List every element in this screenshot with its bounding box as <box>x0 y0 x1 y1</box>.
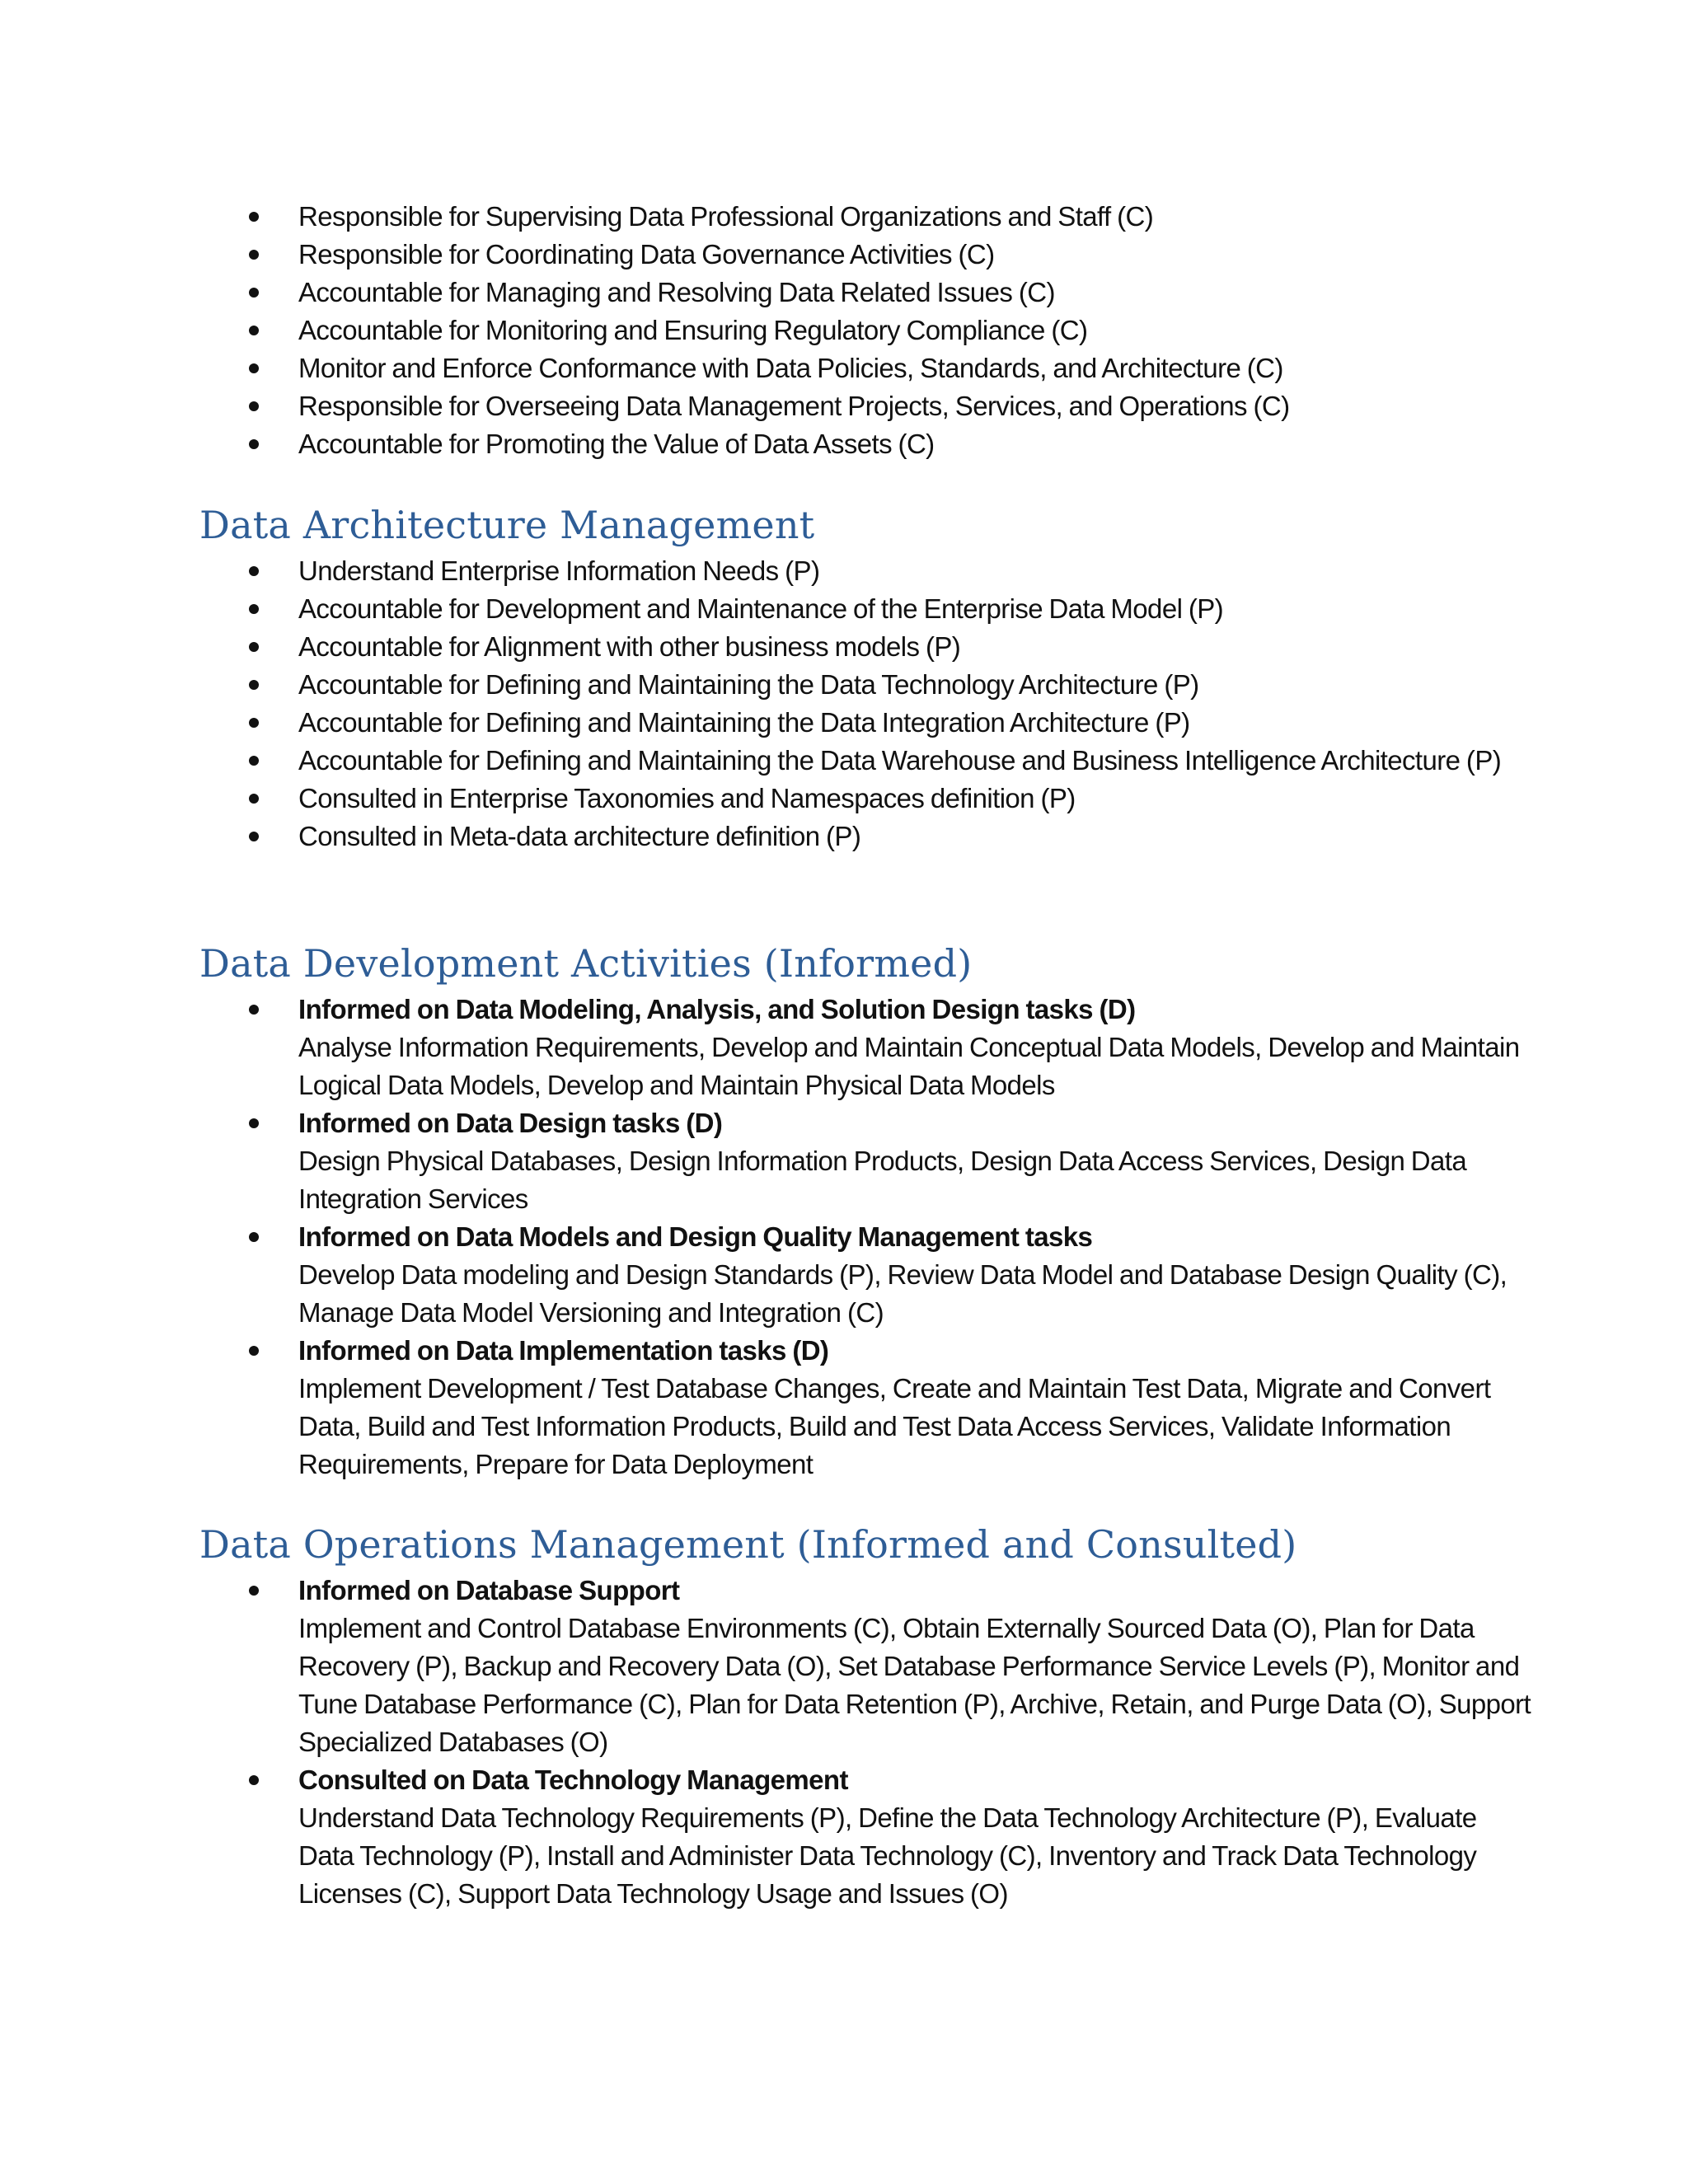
list-item <box>199 1218 1535 1332</box>
section-heading: Data Architecture Management <box>199 503 815 547</box>
list-item <box>199 991 1535 1104</box>
item-description: Implement and Control Database Environments (C), Obtain Externally Sourced Data (O), Plan for Data Recovery (P), Backup and Recovery Data (O), Set Database Performance Service Levels (P), Monitor and Tune Database Performance (C), Plan for Data Retention (P), Archive, Retain, and Purge Data (O), Support Specialized Databases (O) <box>298 1613 1531 1757</box>
list-item: Accountable for Promoting the Value of Data Assets (C) <box>199 425 1535 463</box>
intro-bullet-list <box>199 198 1535 463</box>
item-title: Informed on Data Modeling, Analysis, and Solution Design tasks (D) <box>298 994 1136 1024</box>
list-item: Accountable for Managing and Resolving Data Related Issues (C) <box>199 274 1535 312</box>
item-title: Consulted on Data Technology Management <box>298 1765 848 1795</box>
list-item: Accountable for Monitoring and Ensuring Regulatory Compliance (C) <box>199 312 1535 349</box>
list-item: Consulted in Meta-data architecture definition (P) <box>199 818 1535 855</box>
item-description: Develop Data modeling and Design Standards (P), Review Data Model and Database Design Quality (C), Manage Data Model Versioning and Integration (C) <box>298 1259 1507 1328</box>
section-data-development <box>199 938 1535 1483</box>
list-item: Monitor and Enforce Conformance with Data Policies, Standards, and Architecture (C) <box>199 349 1535 387</box>
list-item: Consulted in Enterprise Taxonomies and Namespaces definition (P) <box>199 780 1535 818</box>
section-data-architecture <box>199 499 1535 855</box>
list-item: Understand Enterprise Information Needs (P) <box>199 552 1535 590</box>
list-item: Responsible for Supervising Data Professional Organizations and Staff (C) <box>199 198 1535 236</box>
list-item: Accountable for Defining and Maintaining the Data Warehouse and Business Intelligence Architecture (P) <box>199 742 1535 780</box>
list-item: Accountable for Defining and Maintaining the Data Integration Architecture (P) <box>199 704 1535 742</box>
development-bullet-list <box>199 991 1535 1483</box>
item-description: Analyse Information Requirements, Develop and Maintain Conceptual Data Models, Develop and Maintain Logical Data Models, Develop and Maintain Physical Data Models <box>298 1032 1520 1100</box>
item-description: Design Physical Databases, Design Information Products, Design Data Access Services, Design Data Integration Services <box>298 1146 1467 1214</box>
list-item <box>199 1761 1535 1913</box>
item-title: Informed on Data Implementation tasks (D) <box>298 1335 829 1366</box>
list-item: Responsible for Coordinating Data Governance Activities (C) <box>199 236 1535 274</box>
item-description: Understand Data Technology Requirements (P), Define the Data Technology Architecture (P), Evaluate Data Technology (P), Install and Administer Data Technology (C), Inventory and Track Data Technology Licenses (C), Support Data Technology Usage and Issues (O) <box>298 1802 1477 1909</box>
list-item: Accountable for Alignment with other business models (P) <box>199 628 1535 666</box>
list-item <box>199 1572 1535 1761</box>
section-heading: Data Development Activities (Informed) <box>199 941 973 986</box>
item-title: Informed on Data Models and Design Quality Management tasks <box>298 1221 1093 1252</box>
list-item: Responsible for Overseeing Data Management Projects, Services, and Operations (C) <box>199 387 1535 425</box>
item-description: Implement Development / Test Database Changes, Create and Maintain Test Data, Migrate and Convert Data, Build and Test Information Products, Build and Test Data Access Services, Validate Information Requirements, Prepare for Data Deployment <box>298 1373 1491 1479</box>
operations-bullet-list <box>199 1572 1535 1913</box>
item-title: Informed on Database Support <box>298 1575 680 1605</box>
item-title: Informed on Data Design tasks (D) <box>298 1108 723 1138</box>
list-item <box>199 1332 1535 1483</box>
section-heading: Data Operations Management (Informed and Consulted) <box>199 1522 1297 1567</box>
list-item: Accountable for Development and Maintenance of the Enterprise Data Model (P) <box>199 590 1535 628</box>
list-item: Accountable for Defining and Maintaining the Data Technology Architecture (P) <box>199 666 1535 704</box>
section-data-operations <box>199 1519 1535 1913</box>
architecture-bullet-list <box>199 552 1535 855</box>
list-item <box>199 1104 1535 1218</box>
